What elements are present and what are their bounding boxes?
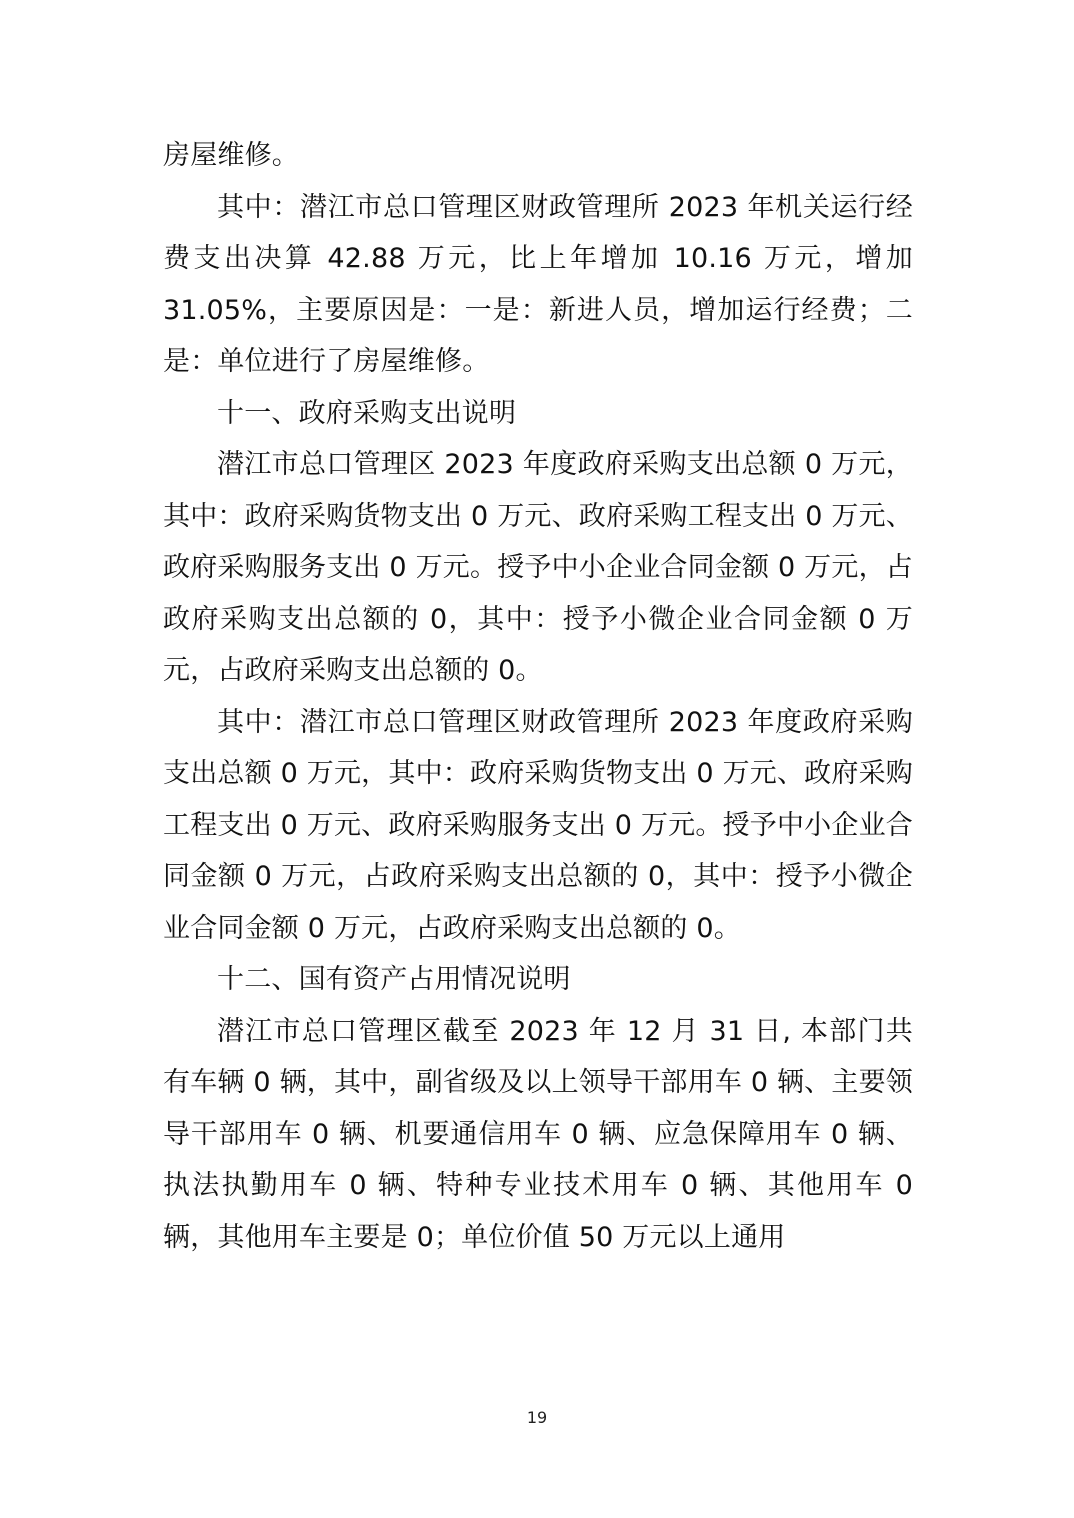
section-heading: 十一、政府采购支出说明 (217, 397, 517, 429)
page-number: 19 (526, 1408, 548, 1427)
paragraph: 房屋维修。 (163, 140, 299, 171)
document-body (163, 130, 913, 1263)
paragraph: 其中：潜江市总口管理区财政管理所 2023 年机关运行经费支出决算 42.88 万元，比上年增加 10.16 万元，增加 31.05%，主要原因是：一是：新进人员，增加运行经费；二是：单位进行了房屋维修。 (163, 191, 913, 377)
paragraph: 其中：潜江市总口管理区财政管理所 2023 年度政府采购支出总额 0 万元，其中：政府采购货物支出 0 万元、政府采购工程支出 0 万元、政府采购服务支出 0 万元。授予中小企业合同金额 0 万元，占政府采购支出总额的 0，其中：授予小微企业合同金额 0 万元，占政府采购支出总额的 0。 (163, 706, 913, 944)
section-heading: 十二、国有资产占用情况说明 (217, 964, 571, 995)
paragraph: 潜江市总口管理区截至 2023 年 12 月 31 日, 本部门共有车辆 0 辆，其中，副省级及以上领导干部用车 0 辆、主要领导干部用车 0 辆、机要通信用车 0 辆、应急保障用车 0 辆、执法执勤用车 0 辆、特种专业技术用车 0 辆、其他用车 0 辆，其他用车主要是 0；单位价值 50 万元以上通用 (163, 1015, 913, 1253)
paragraph: 潜江市总口管理区 2023 年度政府采购支出总额 0 万元，其中：政府采购货物支出 0 万元、政府采购工程支出 0 万元、政府采购服务支出 0 万元。授予中小企业合同金额 0 万元，占政府采购支出总额的 0，其中：授予小微企业合同金额 0 万元，占政府采购支出总额的 0。 (163, 449, 913, 686)
